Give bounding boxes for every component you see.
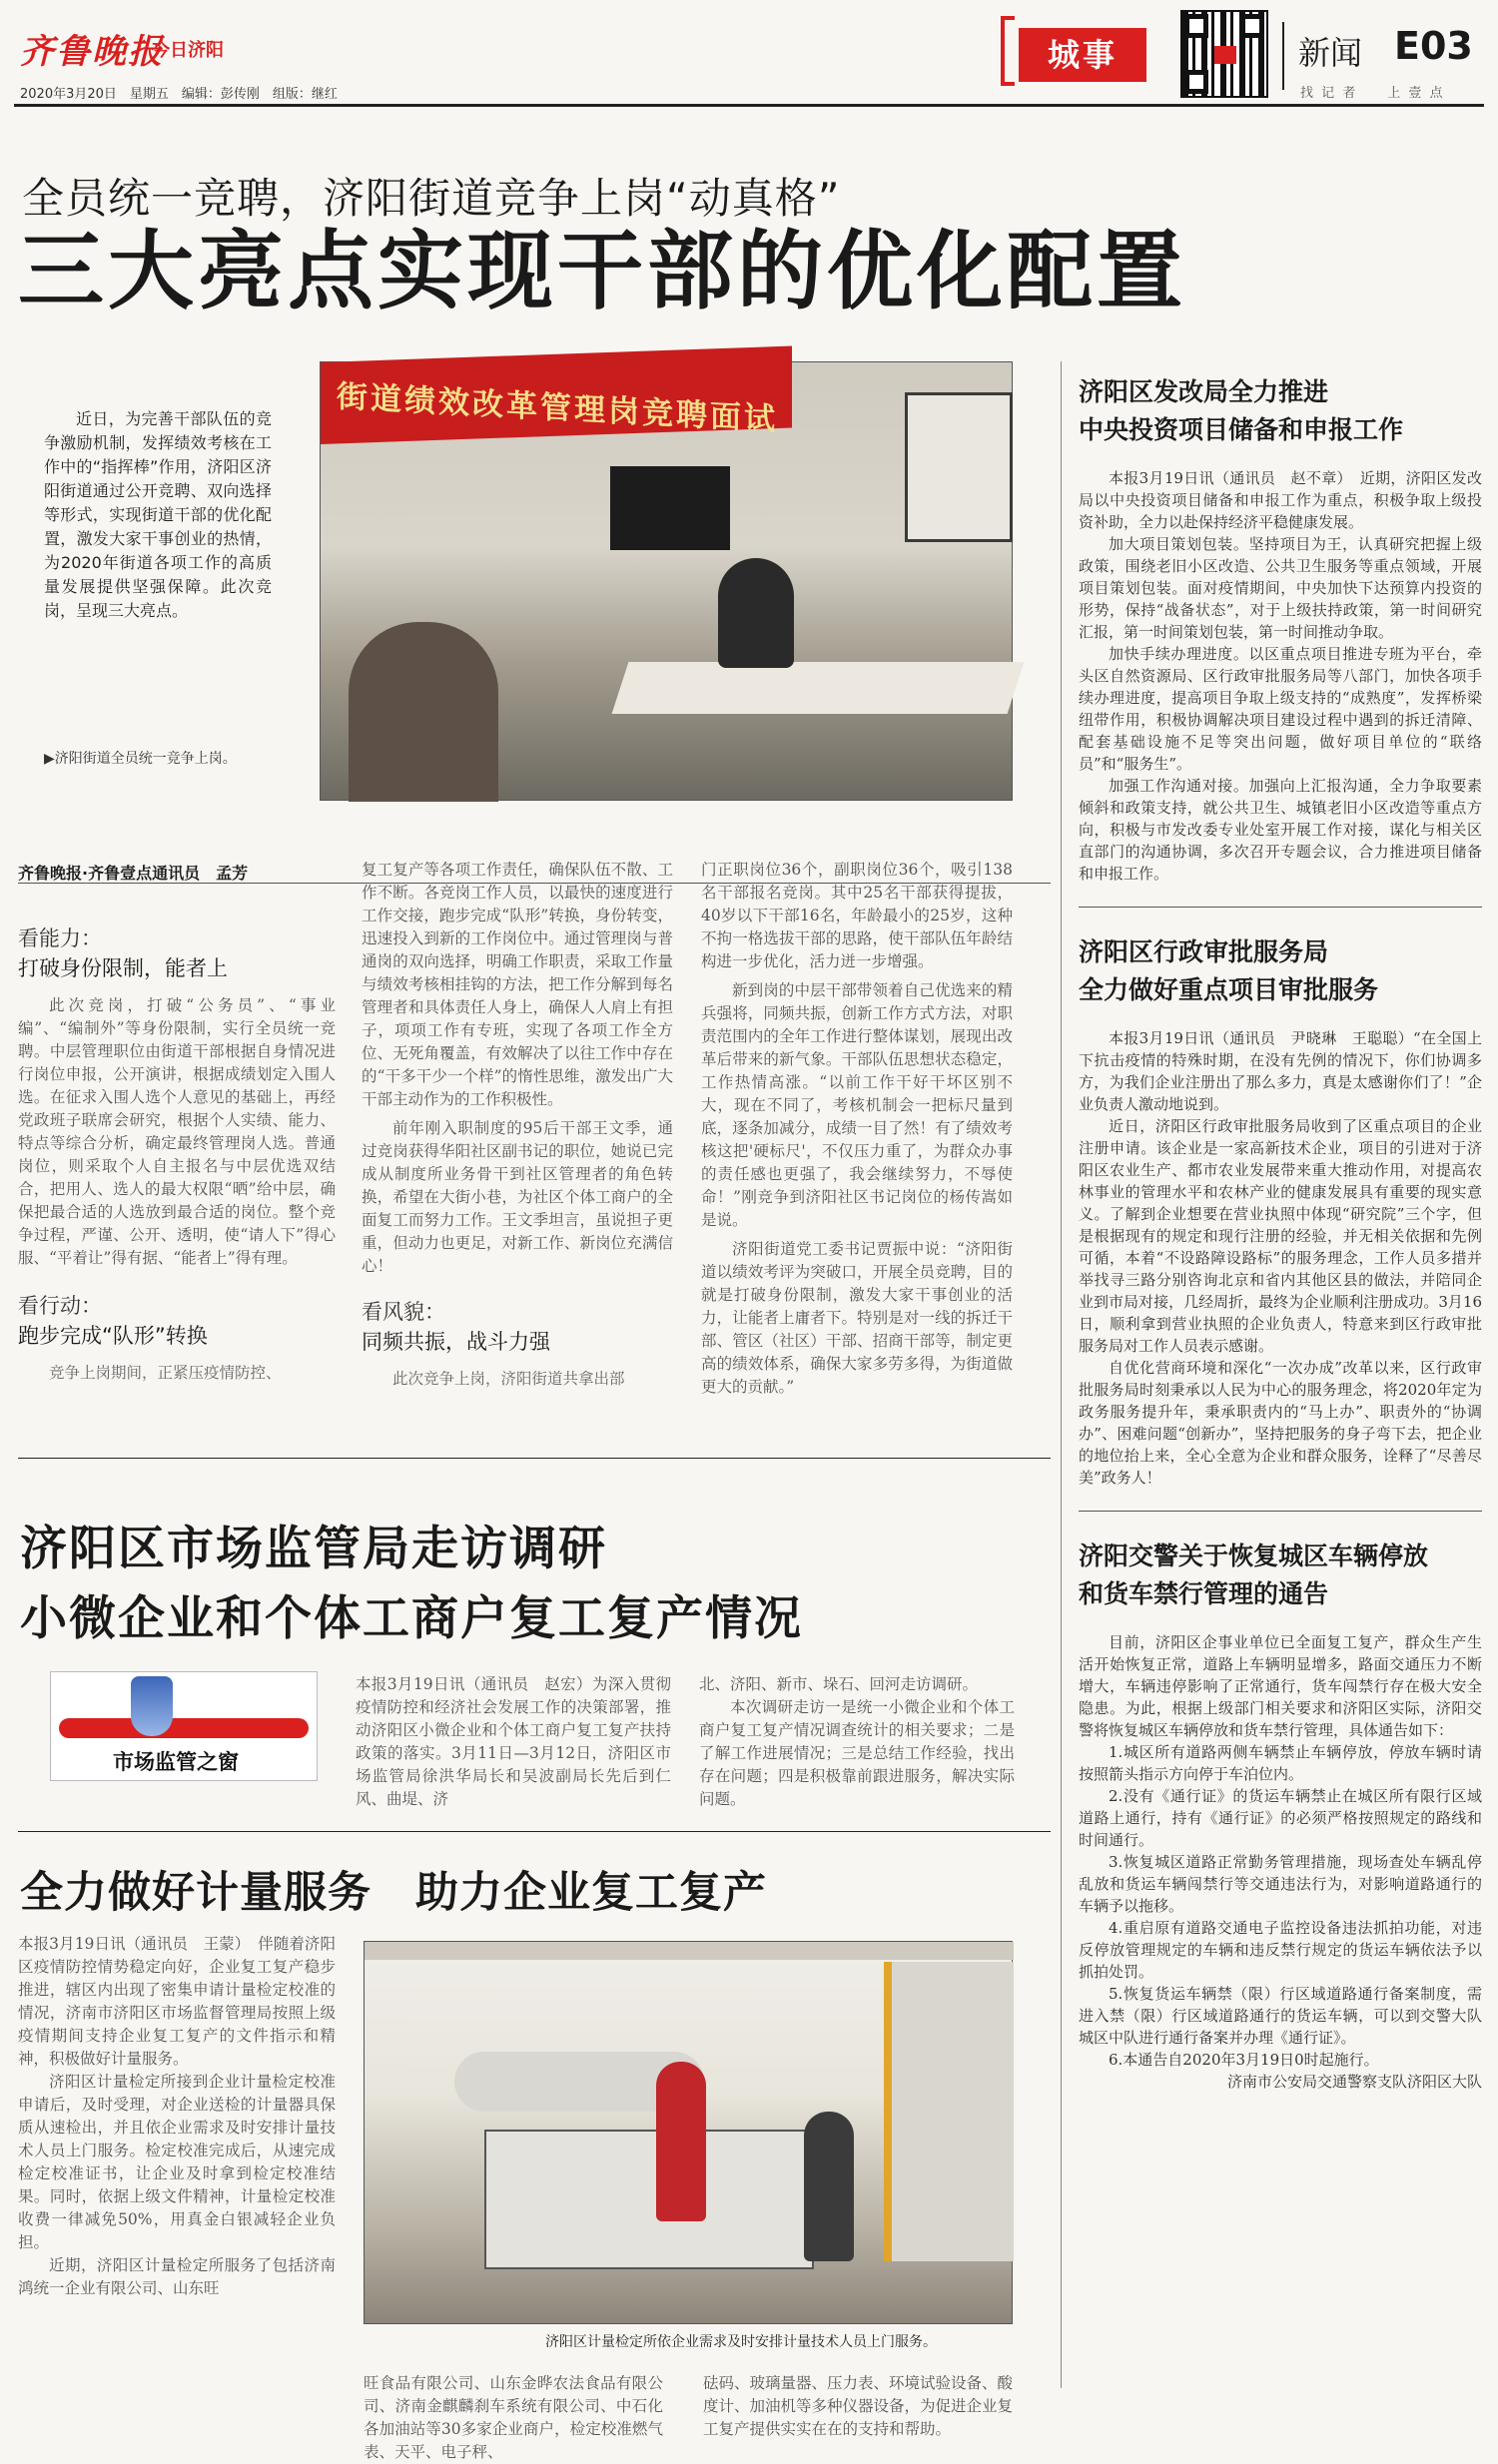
right1-p1: 本报3月19日讯（通讯员 赵不章） 近期，济阳区发改局以中央投资项目储备和申报工作为重点，积极争取上级投资补助，全力以赴保持经济平稳健康发展。 bbox=[1079, 469, 1482, 531]
right2-title-2: 全力做好重点项目审批服务 bbox=[1079, 975, 1379, 1004]
market-headline-1: 济阳区市场监管局走访调研 bbox=[20, 1522, 607, 1576]
market-bottom-rule bbox=[18, 1831, 1051, 1832]
section-tab-city: 城事 bbox=[1019, 28, 1146, 82]
market-p2: 北、济阳、新市、垛石、回河走访调研。 bbox=[699, 1675, 979, 1693]
red-bracket-left bbox=[1001, 16, 1015, 86]
qr-code-icon bbox=[1180, 10, 1268, 98]
foreground-figure bbox=[349, 622, 498, 802]
news-label: 新闻 bbox=[1298, 34, 1363, 72]
lead-photo-caption: ▶济阳街道全员统一竞争上岗。 bbox=[44, 751, 237, 767]
section-name: 今日济阳 bbox=[152, 40, 224, 61]
date-line: 2020年3月20日 星期五 编辑：彭传刚 组版：继红 bbox=[20, 87, 338, 102]
market-column-2 bbox=[699, 1673, 1015, 1811]
lead-column-1 bbox=[18, 923, 336, 1385]
lead-col2-p3: 此次竞争上岗，济阳街道共拿出部 bbox=[392, 1370, 625, 1388]
right1-title-2: 中央投资项目储备和申报工作 bbox=[1079, 415, 1404, 444]
metrology-column-2 bbox=[364, 2332, 679, 2464]
right1-p4: 加强工作沟通对接。加强向上汇报沟通，全力争取要素倾斜和政策支持，就公共卫生、城镇老旧小区改造等重点方向，积极与市发改委专业处室开展工作对接，谋化与相关区直部门的沟通协调，多次召开专题会议，合力推进项目储备和申报工作。 bbox=[1079, 777, 1482, 883]
right1-title-1: 济阳区发改局全力推进 bbox=[1079, 377, 1329, 406]
masthead-rule bbox=[14, 104, 1484, 107]
header-divider bbox=[1282, 22, 1284, 90]
lead-col3-p1: 门正职岗位36个，副职岗位36个，吸引138名干部报名竞岗。其中25名干部获得提拔，40岁以下干部16名，年龄最小的25岁，这种不拘一格选拔干部的思路，使干部队伍年龄结构进一步优化，活力迸一步增强。 bbox=[701, 861, 1013, 970]
canopy bbox=[365, 1942, 1014, 1960]
main-right-divider bbox=[1061, 361, 1062, 2388]
page-number: E03 bbox=[1394, 24, 1473, 68]
right-column bbox=[1079, 373, 1482, 2093]
logo-banner bbox=[59, 1718, 309, 1738]
logo-text: 市场监管之窗 bbox=[113, 1750, 239, 1774]
right-rule-1 bbox=[1079, 907, 1482, 908]
metrology-photo bbox=[364, 1941, 1013, 2324]
right3-item-5: 5.恢复货运车辆禁（限）行区域道路通行备案制度，需进入禁（限）行区域道路通行的货运车辆，可以到交警大队城区中队进行通行备案并办理《通行证》。 bbox=[1079, 1985, 1482, 2047]
metrology-p4: 旺食品有限公司、山东金晔农法食品有限公司、济南金麒麟刹车系统有限公司、中石化各加油站等30多家企业商户，检定校准燃气表、天平、电子秤、 bbox=[364, 2374, 663, 2461]
right1-p2: 加大项目策划包装。坚持项目为王，认真研究把握上级政策，围绕老旧小区改造、公共卫生服务等重点领域，开展项目策划包装。面对疫情期间，中央加快下达预算内投资的形势，保持“战备状态”，对于上级扶持政策，第一时间研究汇报，第一时间策划包装，第一时间推动争取。 bbox=[1079, 535, 1482, 641]
interviewee-figure bbox=[718, 558, 794, 668]
worker-figure bbox=[804, 2112, 854, 2261]
right3-item-3: 3.恢复城区道路正常勤务管理措施，现场查处车辆乱停乱放和货运车辆闯禁行等交通违法行为，对影响道路通行的车辆予以拖移。 bbox=[1079, 1853, 1482, 1915]
lead-byline: 齐鲁晚报·齐鲁壹点通讯员 孟芳 bbox=[18, 864, 249, 883]
pickup-truck bbox=[484, 2130, 814, 2269]
lead-col1-p1: 此次竞岗，打破“公务员”、“事业编”、“编制外”等身份限制，实行全员统一竞聘。中层管理职位由街道干部根据自身情况进行岗位申报，公开演讲，根据成绩划定入围人选。在征求入围人选个人意见的基础上，再经党政班子联席会研究，根据个人实绩、能力、特点等综合分析，确定最终管理岗人选。普通岗位，则采取个人自主报名与中层优选双结合，把用人、选人的最大权限“晒”给中层，确保把最合适的人选放到最合适的岗位。整个竞争过程，严谨、公开、透明，使“请人下”得心服、“平着让”得有据、“能者上”得有理。 bbox=[18, 996, 336, 1267]
subhead-ability: 看能力： bbox=[18, 926, 102, 950]
right2-p2: 近日，济阳区行政审批服务局收到了区重点项目的企业注册申请。该企业是一家高新技术企业，项目的引进对于济阳区农业生产、都市农业发展带来重大推动作用，对提高农林事业的管理水平和农林产业的健康发展具有重要的现实意义。了解到企业想要在营业执照中体现“研究院”三个字，但是根据现有的规定和现行注册的经验，并无相关依据和先例可循，本着“不设路障设路标”的服务理念，工作人员多措并举找寻三路分别咨询北京和省内其他区县的做法，并陪同企业到市局对接，几经周折，最终为企业顺利注册成功。3月16日，顺利拿到营业执照的企业负责人，特意来到区行政审批服务局对工作人员表示感谢。 bbox=[1079, 1117, 1482, 1355]
subhead-action: 看行动： bbox=[18, 1294, 102, 1318]
lead-col3-p3: 济阳街道党工委书记贾振中说：“济阳街道以绩效考评为突破口，开展全员竞聘，目的就是打破身份限制，激发大家干事创业的活力，让能者上庸者下。特别是对一线的拆迁干部、管区（社区）干部、招商干部等，制定更高的绩效体系，确保大家多劳多得，为街道做更大的贡献。” bbox=[701, 1240, 1013, 1396]
table bbox=[612, 662, 1025, 714]
logo-shield-icon bbox=[131, 1676, 173, 1736]
metrology-p2: 济阳区计量检定所接到企业计量检定校准申请后，及时受理，对企业送检的计量器具保质从速检出，并且依企业需求及时安排计量技术人员上门服务。检定校准完成后，从速完成检定校准证书，让企业及时拿到检定校准结果。同时，依据上级文件精神，计量检定校准收费一律减免50%，用真金白银减轻企业负担。 bbox=[18, 2073, 336, 2251]
lead-headline: 三大亮点实现干部的优化配置 bbox=[18, 222, 1186, 321]
right3-item-4: 4.重启原有道路交通电子监控设备违法抓拍功能，对违反停放管理规定的车辆和违反禁行规定的货运车辆依法予以抓拍处罚。 bbox=[1079, 1919, 1482, 1981]
lead-col2-p1: 复工复产等各项工作责任，确保队伍不散、工作不断。各竞岗工作人员，以最快的速度进行工作交接，跑步完成“队形”转换，身份转变，迅速投入到新的工作岗位中。通过管理岗与普通岗的双向选择，明确工作职责，采取工作量与绩效考核相挂钩的方法，把工作分解到每名管理者和具体责任人身上，确保人人肩上有担子，项项工作有专班，实现了各项工作全方位、无死角覆盖，有效解决了以往工作中存在的“干多干少一个样”的惰性思维，激发出广大干部主动作为的工作积极性。 bbox=[362, 861, 673, 1108]
contact-line: 找 记 者 上 壹 点 bbox=[1300, 86, 1445, 101]
subhead-style-b: 同频共振，战斗力强 bbox=[362, 1330, 550, 1354]
subhead-action-b: 跑步完成“队形”转换 bbox=[18, 1324, 208, 1348]
lead-bottom-rule bbox=[18, 1458, 1051, 1459]
metrology-column-1 bbox=[18, 1933, 336, 2300]
subhead-ability-b: 打破身份限制，能者上 bbox=[18, 956, 228, 980]
technician-figure bbox=[656, 2062, 706, 2221]
paper-logo: 齐鲁晚报 bbox=[20, 32, 164, 72]
metrology-headline: 全力做好计量服务 助力企业复工复产 bbox=[20, 1868, 767, 1918]
metrology-p1: 本报3月19日讯（通讯员 王蒙） 伴随着济阳区疫情防控情势稳定向好，企业复工复产稳步推进，辖区内出现了密集申请计量检定校准的情况，济南市济阳区市场监督管理局按照上级疫情期间支持企业复工复产的文件指示和精神，积极做好计量服务。 bbox=[18, 1935, 336, 2068]
right3-item-1: 1.城区所有道路两侧车辆禁止车辆停放，停放车辆时请按照箭头指示方向停于车泊位内。 bbox=[1079, 1743, 1482, 1783]
metrology-p5: 砝码、玻璃量器、压力表、环境试验设备、酸度计、加油机等多种仪器设备，为促进企业复工复产提供实实在在的支持和帮助。 bbox=[703, 2374, 1014, 2438]
lead-col3-p2: 新到岗的中层干部带领着自己优选来的精兵强将，同频共振，创新工作方式方法，对职责范围内的全年工作进行整体谋划，展现出改革后带来的新气象。干部队伍思想状态稳定，工作热情高涨。“以前工作干好干坏区别不大，现在不同了，考核机制会一把标尺量到底，逐条加减分，成绩一目了然！有了绩效考核这把'硬标尺'，不仅压力重了，为群众办事的责任感也更强了，我会继续努力，不辱使命！”刚竞争到济阳社区书记岗位的杨传嵩如是说。 bbox=[701, 981, 1013, 1229]
metrology-photo-caption: 济阳区计量检定所依企业需求及时安排计量技术人员上门服务。 bbox=[545, 2334, 937, 2350]
market-headline-2: 小微企业和个体工商户复工复产情况 bbox=[20, 1591, 803, 1646]
right2-title-1: 济阳区行政审批服务局 bbox=[1079, 937, 1329, 966]
market-logo bbox=[50, 1671, 318, 1781]
banner-text: 街道绩效改革管理岗竞聘面试 bbox=[337, 378, 778, 438]
right-rule-2 bbox=[1079, 1511, 1482, 1512]
right3-title-1: 济阳交警关于恢复城区车辆停放 bbox=[1079, 1541, 1429, 1570]
market-p1: 本报3月19日讯（通讯员 赵宏）为深入贯彻疫情防控和经济社会发展工作的决策部署，推动济阳区小微企业和个体工商户复工复产扶持政策的落实。3月11日—3月12日，济阳区市场监管局徐洪华局长和吴波副局长先后到仁风、曲堤、济 bbox=[356, 1675, 671, 1808]
market-column-1 bbox=[356, 1673, 671, 1811]
right3-sign: 济南市公安局交通警察支队济阳区大队 bbox=[1226, 2073, 1482, 2091]
right3-item-6: 6.本通告自2020年3月19日0时起施行。 bbox=[1109, 2051, 1379, 2069]
fuel-pump bbox=[884, 1962, 1014, 2261]
lead-intro: 近日，为完善干部队伍的竞争激励机制，发挥绩效考核在工作中的“指挥棒”作用，济阳区济阳街道通过公开竞聘、双向选择等形式，实现街道干部的优化配置，激发大家干事创业的热情，为2020年街道各项工作的高质量发展提供坚强保障。此次竞岗，呈现三大亮点。 bbox=[44, 409, 272, 620]
right3-title-2: 和货车禁行管理的通告 bbox=[1079, 1579, 1329, 1608]
lead-photo bbox=[320, 361, 1013, 801]
lead-col1-p2: 竞争上岗期间，正紧压疫情防控、 bbox=[49, 1364, 282, 1382]
lead-column-3 bbox=[701, 859, 1013, 1399]
lead-kicker: 全员统一竞聘，济阳街道竞争上岗“动真格” bbox=[22, 174, 841, 223]
right3-p1: 目前，济阳区企事业单位已全面复工复产，群众生产生活开始恢复正常，道路上车辆明显增多，路面交通压力不断增大，车辆违停影响了正常通行，货车闯禁行存在极大安全隐患。为此，根据上级部门相关要求和济阳区实际，济阳交警将恢复城区车辆停放和货车禁行管理，具体通告如下： bbox=[1079, 1633, 1482, 1739]
lead-col2-p2: 前年刚入职制度的95后干部王文季，通过竞岗获得华阳社区副书记的职位，她说已完成从制度所业务骨干到社区管理者的角色转换，希望在大街小巷，为社区个体工商户的全面复工而努力工作。王文季坦言，虽说担子更重，但动力也更足，对新工作、新岗位充满信心！ bbox=[362, 1119, 673, 1275]
subhead-style: 看风貌： bbox=[362, 1300, 445, 1324]
notice-board bbox=[905, 392, 1013, 542]
wall-tv bbox=[610, 466, 730, 550]
metrology-column-3 bbox=[703, 2372, 1013, 2441]
right2-p1: 本报3月19日讯（通讯员 尹晓琳 王聪聪）“在全国上下抗击疫情的特殊时期，在没有先例的情况下，你们协调多方，为我们企业注册出了那么多力，真是太感谢你们了！”企业负责人激动地说到。 bbox=[1079, 1029, 1482, 1113]
masthead bbox=[0, 0, 1498, 104]
market-p3: 本次调研走访一是统一小微企业和个体工商户复工复产情况调查统计的相关要求；二是了解工作进展情况；三是总结工作经验，找出存在问题；四是积极靠前跟进服务，解决实际问题。 bbox=[699, 1698, 1015, 1808]
lead-column-2 bbox=[362, 859, 673, 1391]
right2-p3: 自优化营商环境和深化“一次办成”改革以来，区行政审批服务局时刻秉承以人民为中心的服务理念，将2020年定为政务服务提升年，秉承职责内的“马上办”、职责外的“协调办”、困难问题“创新办”，坚持把服务的身子弯下去，把企业的地位抬上来，全心全意为企业和群众服务，诠释了“尽善尽美”政务人！ bbox=[1079, 1359, 1482, 1487]
metrology-p3: 近期，济阳区计量检定所服务了包括济南鸿统一企业有限公司、山东旺 bbox=[18, 2256, 336, 2297]
right1-p3: 加快手续办理进度。以区重点项目推进专班为平台，牵头区自然资源局、区行政审批服务局等八部门，加快各项手续办理进度，提高项目争取上级支持的“成熟度”，发挥桥梁纽带作用，积极协调解决项目建设过程中遇到的拆迁清障、配套基础设施不足等突出问题，做好项目单位的“联络员”和“服务生”。 bbox=[1079, 645, 1482, 773]
right3-item-2: 2.没有《通行证》的货运车辆禁止在城区所有限行区域道路上通行，持有《通行证》的必须严格按照规定的路线和时间通行。 bbox=[1079, 1787, 1482, 1849]
